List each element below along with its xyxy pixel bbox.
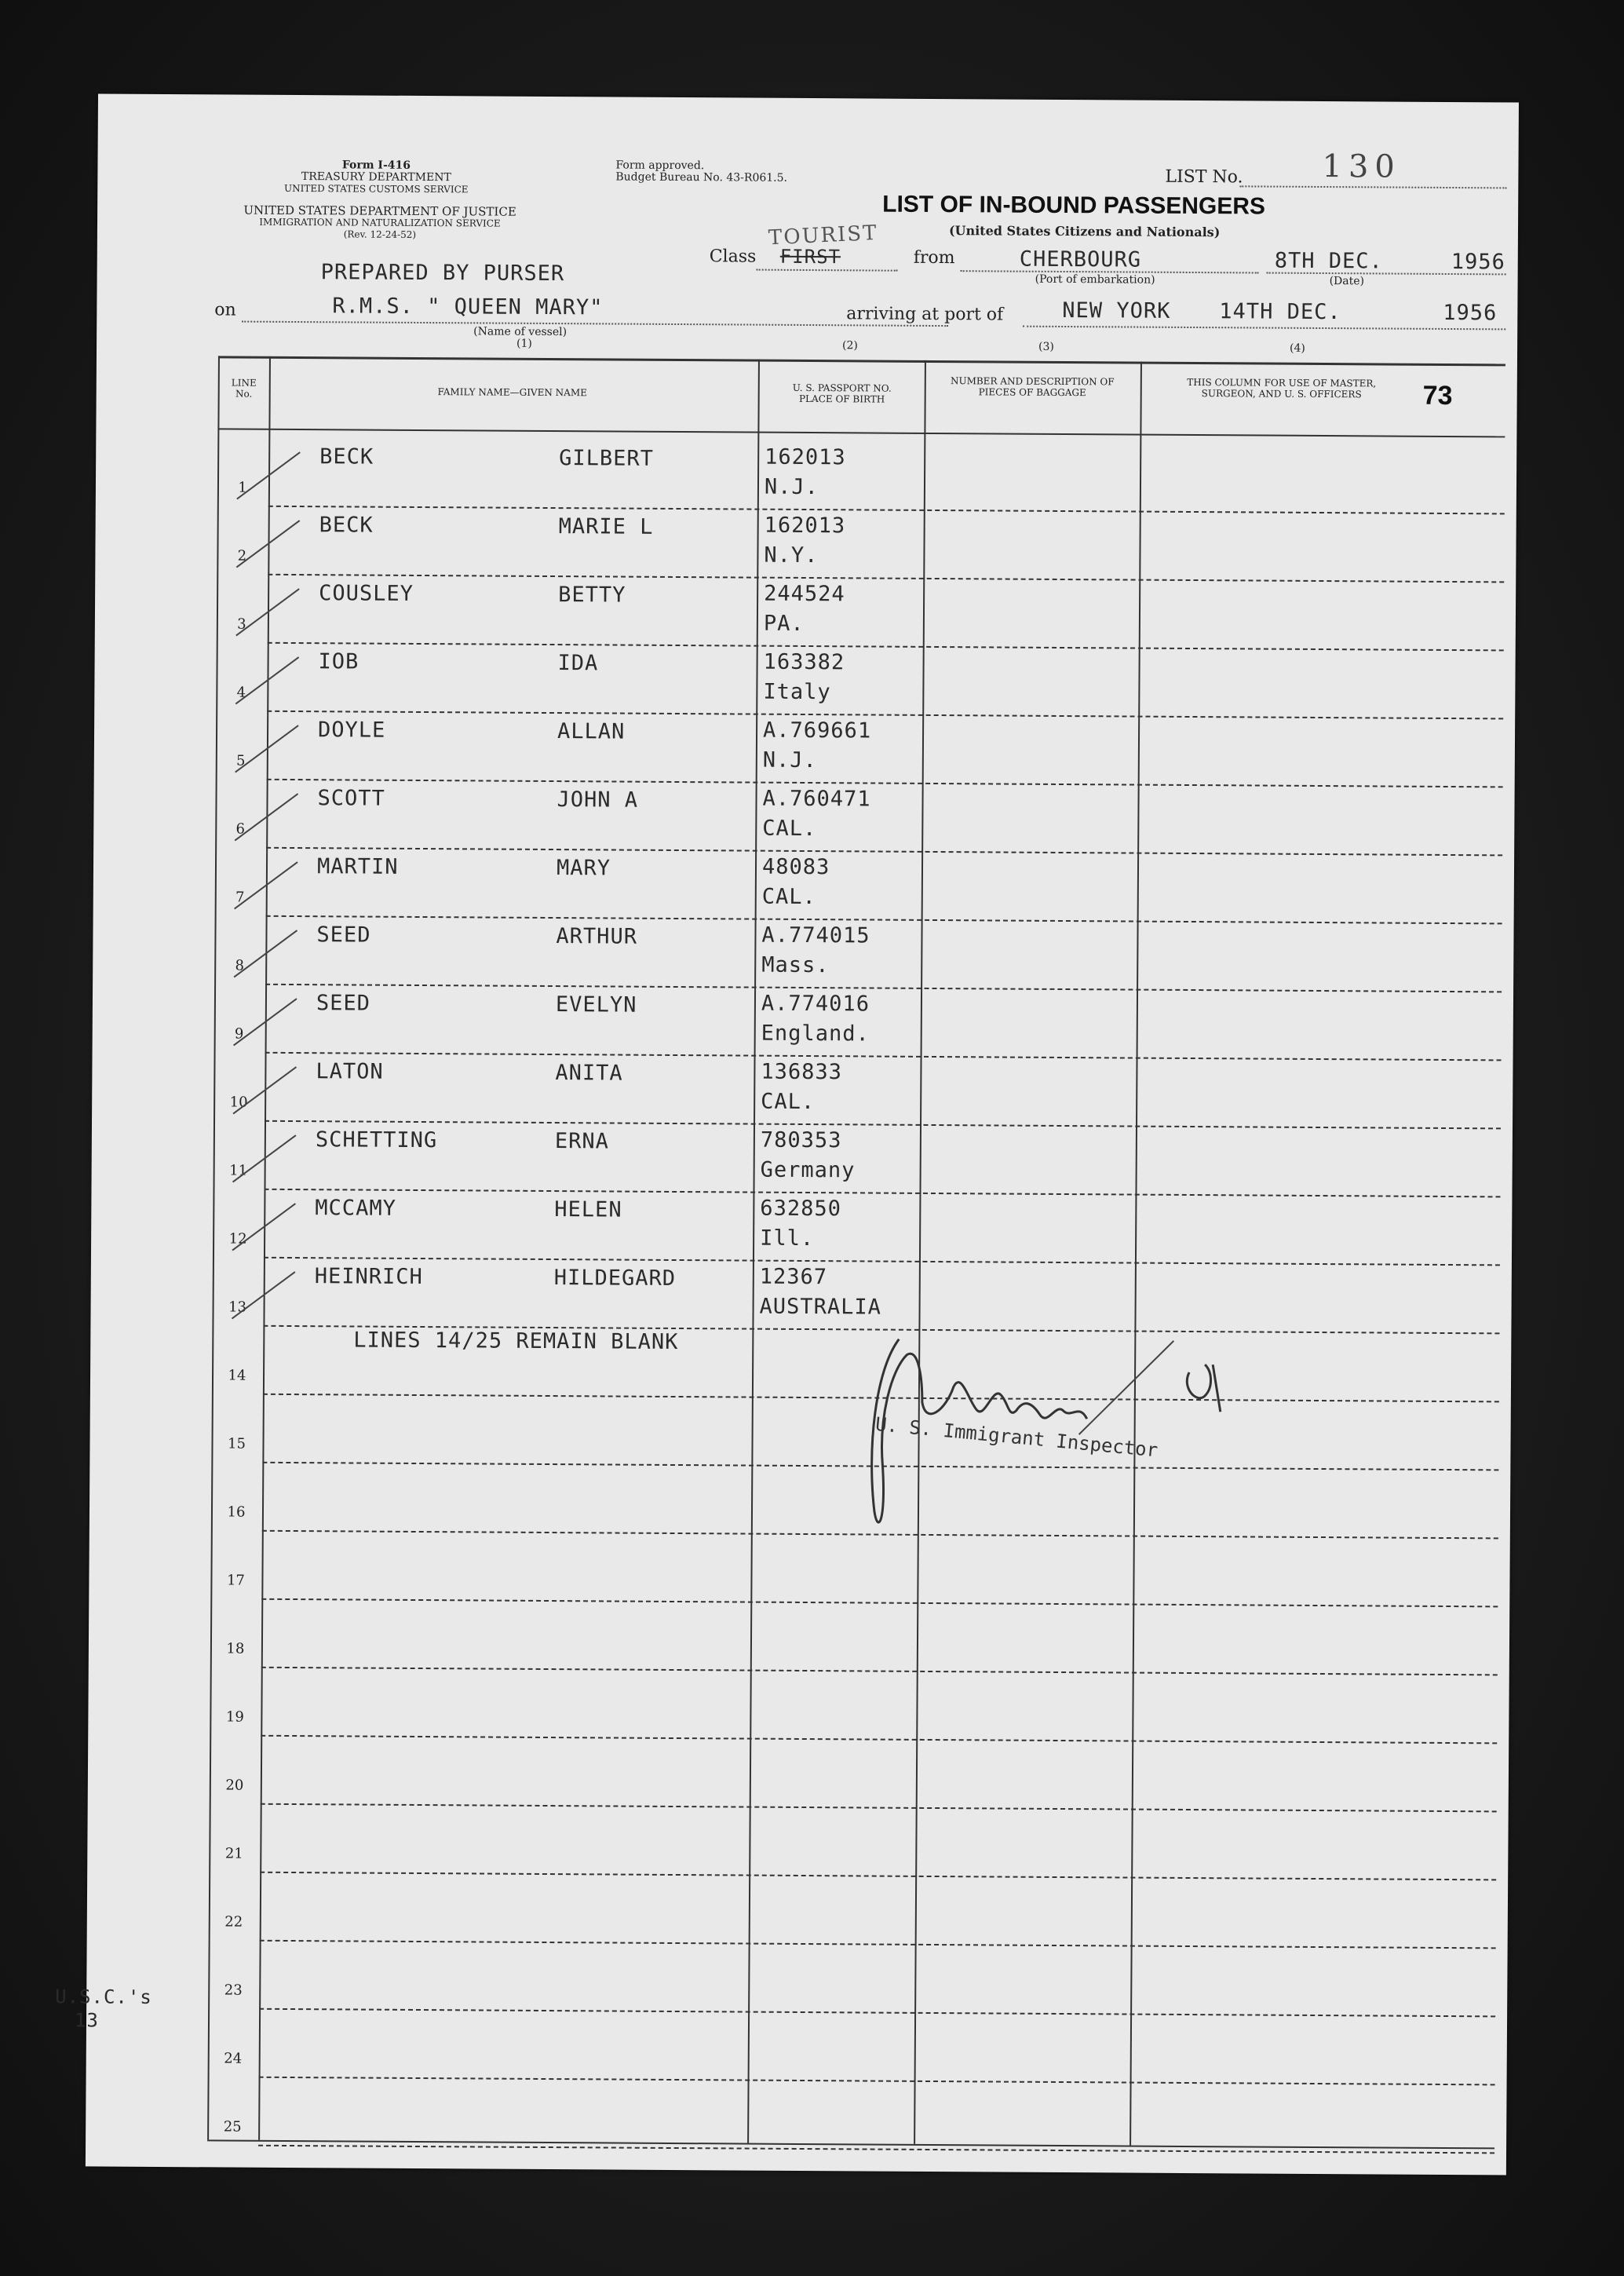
line-number: 9 — [234, 1025, 244, 1043]
line-number: 23 — [224, 1982, 243, 1999]
line-number: 10 — [229, 1094, 248, 1111]
family-name: MARTIN — [316, 854, 399, 879]
header-officers: THIS COLUMN FOR USE OF MASTER, SURGEON, AND U. S. OFFICERS — [1187, 376, 1377, 400]
line-number: 11 — [229, 1162, 248, 1179]
class-struck: FIRST — [779, 245, 841, 269]
line-number: 8 — [235, 957, 245, 974]
line-number: 25 — [223, 2118, 242, 2135]
line-number: 4 — [236, 684, 246, 701]
family-name: SEED — [316, 922, 371, 948]
justice-dept: UNITED STATES DEPARTMENT OF JUSTICE — [243, 203, 516, 219]
arrival-year: 1956 — [1443, 300, 1498, 326]
row-divider — [265, 984, 1502, 993]
check-mark — [232, 517, 303, 572]
given-name: ANITA — [555, 1061, 623, 1086]
place-of-birth: Mass. — [761, 952, 830, 978]
passport-number: A.769661 — [762, 718, 872, 743]
caption-3: (3) — [1038, 340, 1054, 353]
line-number: 6 — [235, 820, 246, 838]
place-of-birth: PA. — [763, 611, 805, 636]
passport-number: 163382 — [763, 649, 845, 675]
check-mark — [232, 653, 302, 709]
line-number: 7 — [235, 889, 245, 906]
document-title: LIST OF IN-BOUND PASSENGERS — [882, 191, 1266, 220]
passenger-list-document — [55, 93, 1519, 2175]
check-mark — [232, 585, 303, 641]
arrival-port: NEW YORK — [1062, 298, 1171, 323]
row-divider — [259, 2077, 1495, 2086]
row-divider — [268, 506, 1505, 515]
place-of-birth: CAL. — [761, 884, 816, 910]
embark-year: 1956 — [1451, 250, 1505, 275]
passport-number: 12367 — [759, 1264, 828, 1290]
list-no-value: 130 — [1322, 148, 1401, 185]
passport-number: 48083 — [761, 854, 830, 880]
page-number: 73 — [1422, 380, 1453, 411]
check-mark — [229, 1063, 300, 1119]
family-name: IOB — [318, 649, 359, 674]
line-number: 15 — [227, 1435, 246, 1452]
family-name: SCOTT — [317, 786, 385, 811]
family-name: HEINRICH — [314, 1264, 423, 1290]
line-number: 3 — [237, 616, 246, 633]
passport-number: 244524 — [764, 581, 845, 607]
line-number: 21 — [224, 1845, 243, 1862]
row-divider — [267, 711, 1503, 720]
prepared-by: PREPARED BY PURSER — [320, 260, 565, 287]
family-name: LATON — [316, 1059, 384, 1084]
row-divider — [267, 779, 1503, 788]
place-of-birth: Ill. — [760, 1226, 815, 1251]
margin-note-2: 13 — [74, 2009, 100, 2032]
given-name: GILBERT — [559, 446, 655, 471]
family-name: SCHETTING — [315, 1127, 438, 1153]
vessel-name: R.M.S. " QUEEN MARY" — [332, 294, 604, 320]
port-embarkation: CHERBOURG — [1019, 247, 1142, 272]
place-of-birth: N.J. — [764, 474, 819, 500]
passport-number: A.774015 — [761, 922, 870, 948]
row-divider — [261, 1735, 1497, 1744]
row-divider — [264, 1189, 1500, 1198]
line-number: 24 — [224, 2050, 243, 2067]
row-divider — [268, 642, 1504, 652]
given-name: MARIE L — [558, 514, 654, 539]
passport-number: 780353 — [760, 1127, 842, 1153]
ins-service: IMMIGRATION AND NATURALIZATION SERVICE — [259, 216, 501, 229]
line-number: 20 — [225, 1777, 244, 1794]
passport-number: 162013 — [765, 444, 846, 470]
header-line-no: LINE No. — [231, 377, 257, 400]
form-number: Form I-416 — [341, 159, 411, 172]
check-mark — [228, 1200, 299, 1255]
arriving-label: arriving at port of — [846, 304, 1004, 325]
family-name: BECK — [319, 513, 374, 538]
place-of-birth: England. — [761, 1021, 870, 1047]
header-name: FAMILY NAME—GIVEN NAME — [437, 386, 587, 399]
row-divider — [260, 1940, 1496, 1949]
row-divider — [266, 915, 1502, 925]
place-of-birth: Italy — [763, 679, 831, 705]
given-name: BETTY — [558, 583, 626, 608]
given-name: ALLAN — [557, 719, 626, 744]
family-name: DOYLE — [317, 718, 386, 743]
row-divider — [265, 1120, 1501, 1130]
given-name: HELEN — [554, 1197, 622, 1222]
given-name: JOHN A — [557, 787, 639, 813]
line-number: 13 — [228, 1299, 247, 1316]
list-no-label: LIST No. — [1165, 166, 1243, 188]
given-name: HILDEGARD — [553, 1266, 677, 1291]
check-mark — [229, 1131, 300, 1187]
revision: (Rev. 12-24-52) — [343, 228, 417, 240]
given-name: ARTHUR — [556, 924, 638, 949]
port-embarkation-caption: (Port of embarkation) — [1035, 272, 1155, 287]
check-mark — [233, 448, 304, 504]
class-handwritten: TOURIST — [768, 221, 879, 250]
check-mark — [230, 995, 301, 1050]
caption-4: (4) — [1290, 342, 1305, 355]
place-of-birth: CAL. — [762, 816, 817, 842]
place-of-birth: N.Y. — [764, 543, 819, 568]
row-divider — [264, 1257, 1500, 1266]
check-mark — [232, 722, 302, 777]
form-approved: Form approved. — [615, 159, 705, 173]
row-divider — [259, 2008, 1495, 2018]
line-number: 1 — [238, 479, 247, 496]
row-divider — [266, 847, 1502, 857]
margin-note-1: U.S.C.'s — [55, 1986, 152, 2008]
check-mark — [231, 858, 301, 914]
line-number: 18 — [226, 1640, 245, 1657]
caption-2: (2) — [842, 339, 858, 353]
check-mark — [230, 926, 301, 982]
header-passport: U. S. PASSPORT NO. PLACE OF BIRTH — [792, 382, 892, 405]
passport-number: 632850 — [760, 1196, 841, 1222]
caption-1: (1) — [516, 337, 532, 350]
check-mark — [231, 790, 301, 846]
check-mark — [228, 1268, 298, 1324]
given-name: ERNA — [554, 1129, 610, 1154]
family-name: SEED — [316, 991, 371, 1016]
family-name: COUSLEY — [319, 581, 414, 606]
customs-service: UNITED STATES CUSTOMS SERVICE — [283, 182, 469, 195]
given-name: MARY — [556, 856, 611, 881]
row-divider — [261, 1667, 1498, 1676]
family-name: MCCAMY — [315, 1196, 396, 1221]
blank-lines-note: LINES 14/25 REMAIN BLANK — [353, 1328, 679, 1355]
arrival-date: 14TH DEC. — [1219, 299, 1341, 325]
line-number: 19 — [225, 1708, 244, 1726]
class-label: Class — [709, 247, 757, 267]
place-of-birth: CAL. — [761, 1089, 816, 1115]
line-number: 14 — [228, 1367, 246, 1384]
from-label: from — [913, 247, 955, 269]
row-divider — [260, 1872, 1496, 1881]
vessel-caption: (Name of vessel) — [473, 325, 567, 339]
line-number: 22 — [224, 1913, 243, 1931]
date-caption: (Date) — [1329, 275, 1365, 288]
document-subtitle: (United States Citizens and Nationals) — [948, 223, 1221, 240]
budget-bureau: Budget Bureau No. 43-R061.5. — [615, 170, 788, 184]
place-of-birth: AUSTRALIA — [759, 1294, 882, 1320]
header-baggage: NUMBER AND DESCRIPTION OF PIECES OF BAGGAGE — [950, 375, 1115, 399]
passport-number: 136833 — [761, 1059, 843, 1085]
given-name: IDA — [557, 651, 599, 676]
row-divider — [265, 1052, 1502, 1061]
line-number: 16 — [227, 1503, 246, 1521]
treasury-dept: TREASURY DEPARTMENT — [301, 170, 451, 184]
row-divider — [261, 1803, 1497, 1813]
line-number: 12 — [228, 1230, 247, 1248]
on-label: on — [214, 300, 236, 320]
line-number: 2 — [237, 547, 247, 564]
line-number: 17 — [226, 1572, 245, 1589]
passport-number: 162013 — [764, 513, 846, 539]
row-divider — [261, 1598, 1498, 1608]
place-of-birth: N.J. — [762, 747, 817, 773]
row-divider — [268, 574, 1504, 583]
inspector-stamp: U. S. Immigrant Inspector — [874, 1412, 1159, 1462]
embark-date: 8TH DEC. — [1274, 248, 1383, 274]
line-number: 5 — [236, 752, 246, 769]
passport-number: A.774016 — [761, 991, 870, 1017]
family-name: BECK — [319, 444, 374, 469]
passport-number: A.760471 — [762, 786, 871, 812]
place-of-birth: Germany — [760, 1157, 856, 1183]
inspector-signature — [843, 1307, 1237, 1545]
given-name: EVELYN — [555, 992, 637, 1017]
